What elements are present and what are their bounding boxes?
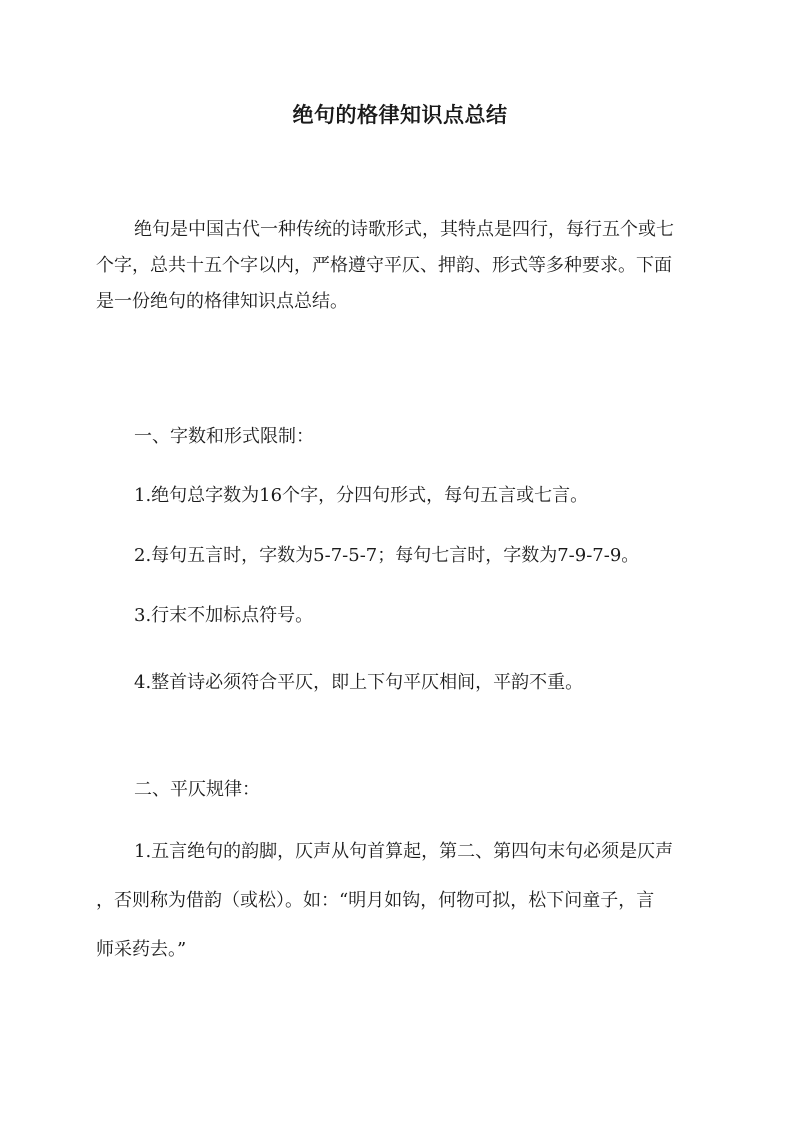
section2-item-1-line: ，否则称为借韵（或松）。如：“明月如钩，何物可拟，松下问童子，言 [96, 890, 655, 911]
document-title: 绝句的格律知识点总结 [292, 102, 508, 127]
section2-heading: 二、平仄规律： [134, 779, 260, 800]
section1-heading: 一、字数和形式限制： [134, 426, 314, 447]
intro-line: 个字，总共十五个字以内，严格遵守平仄、押韵、形式等多种要求。下面 [96, 255, 672, 276]
section1-item-1: 1.绝句总字数为16个字，分四句形式，每句五言或七言。 [134, 485, 589, 506]
intro-paragraph [96, 212, 706, 320]
section1-item-2: 2.每句五言时，字数为5-7-5-7；每句七言时，字数为7-9-7-9。 [134, 545, 640, 566]
section2-item-1-line: 师采药去。” [96, 939, 187, 960]
intro-line: 绝句是中国古代一种传统的诗歌形式，其特点是四行，每行五个或七 [134, 219, 674, 240]
section2-item-1-line: 1.五言绝句的韵脚，仄声从句首算起，第二、第四句末句必须是仄声 [134, 841, 674, 862]
intro-line: 是一份绝句的格律知识点总结。 [96, 291, 348, 312]
section1-item-3: 3.行末不加标点符号。 [134, 605, 314, 626]
section1-item-4: 4.整首诗必须符合平仄，即上下句平仄相间，平韵不重。 [134, 672, 584, 693]
